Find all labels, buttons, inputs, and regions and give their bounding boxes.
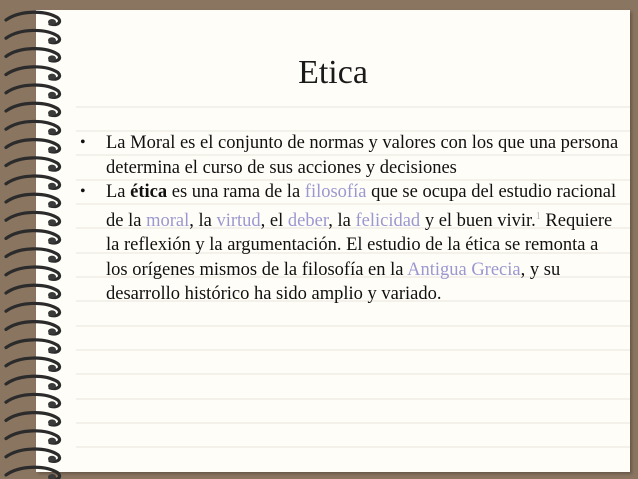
binding-hole: [48, 438, 56, 444]
binding-hole: [48, 365, 56, 371]
link-virtud[interactable]: virtud: [216, 210, 261, 231]
link-felicidad[interactable]: felicidad: [355, 210, 421, 231]
link-filosofia[interactable]: filosofía: [304, 182, 367, 202]
binding-hole: [48, 401, 56, 407]
binding-hole: [48, 165, 56, 171]
binding-hole: [48, 110, 56, 116]
text-run: , la: [189, 210, 217, 231]
footnote-reference[interactable]: 1: [535, 210, 541, 222]
binding-hole: [48, 347, 56, 353]
binding-hole: [48, 74, 56, 80]
text-run: , la: [328, 210, 356, 231]
binding-hole: [48, 292, 56, 298]
slide-content: [80, 131, 620, 307]
binding-hole: [48, 456, 56, 462]
binding-hole: [48, 219, 56, 225]
binding-hole: [48, 92, 56, 98]
slide-title: Etica: [298, 54, 368, 91]
binding-hole: [48, 183, 56, 189]
binding-hole: [48, 383, 56, 389]
text-run: que se ocupa del estudio racional de la: [106, 182, 617, 231]
text-run: y el buen vivir.: [420, 210, 536, 231]
bullet-item-moral: [80, 131, 620, 180]
binding-hole: [48, 128, 56, 134]
link-deber[interactable]: deber: [287, 210, 329, 231]
bullet-icon: •: [80, 183, 86, 200]
binding-hole: [48, 146, 56, 152]
binding-hole: [48, 55, 56, 61]
text-run: Requiere la reflexión y la argumentación. El estudio de la ética se remonta a los orígenes mismos de la filosofía en la: [106, 210, 613, 280]
spiral-binding: [0, 0, 80, 479]
link-moral[interactable]: moral: [146, 210, 190, 231]
binding-hole: [48, 19, 56, 25]
binding-hole: [48, 256, 56, 262]
emphasis-etica: ética: [130, 182, 168, 202]
text-run: , y su desarrollo histórico ha sido amplio y variado.: [106, 259, 561, 305]
text-run: La: [106, 182, 131, 202]
text-run: es una rama de la: [167, 182, 305, 202]
bullet-icon: •: [80, 134, 86, 151]
binding-hole: [48, 328, 56, 334]
binding-hole: [48, 37, 56, 43]
bullet-item-etica: [80, 180, 620, 307]
binding-hole: [48, 310, 56, 316]
binding-hole: [48, 237, 56, 243]
binding-hole: [48, 274, 56, 280]
binding-hole: [48, 201, 56, 207]
binding-hole: [48, 419, 56, 425]
text-run: , el: [260, 210, 288, 231]
binding-hole: [48, 474, 56, 479]
link-antigua-grecia[interactable]: Antigua Grecia: [407, 259, 521, 280]
notebook-paper: [36, 10, 630, 472]
bullet-text: La Moral es el conjunto de normas y valores con los que una persona determina el curso de sus acciones y decisiones: [106, 133, 619, 178]
